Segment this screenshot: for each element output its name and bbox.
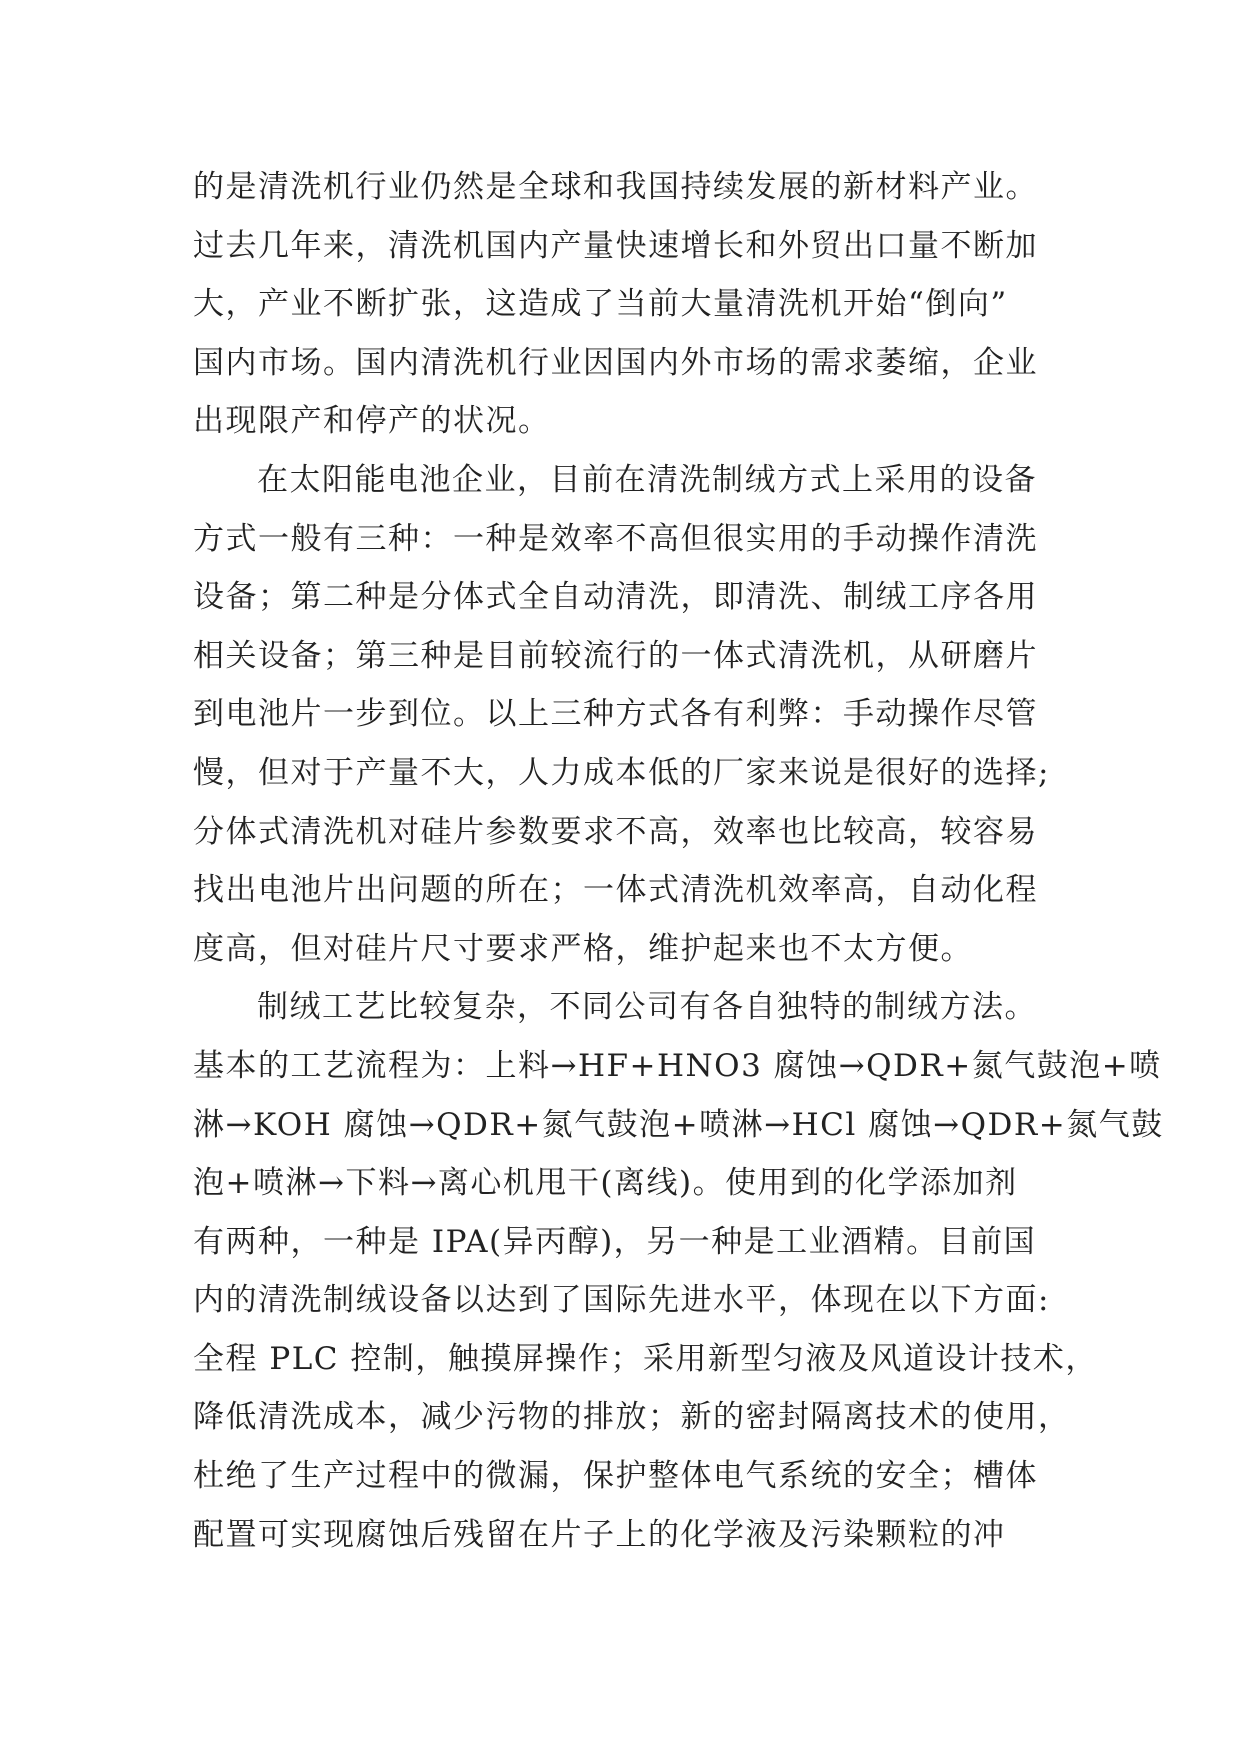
text-line: 方式一般有三种：一种是效率不高但很实用的手动操作清洗 xyxy=(193,520,1038,557)
text-line: 杜绝了生产过程中的微漏，保护整体电气系统的安全；槽体 xyxy=(193,1458,1038,1495)
text-line: 慢，但对于产量不大，人力成本低的厂家来说是很好的选择; xyxy=(193,754,1050,791)
paragraph-first-line: 制绒工艺比较复杂，不同公司有各自独特的制绒方法。 xyxy=(257,989,1037,1026)
body-text xyxy=(193,158,1164,1564)
text-line: 出现限产和停产的状况。 xyxy=(193,403,551,440)
text-line: 全程 PLC 控制，触摸屏操作；采用新型匀液及风道设计技术， xyxy=(193,1340,1098,1377)
text-line: 降低清洗成本，减少污物的排放；新的密封隔离技术的使用， xyxy=(193,1399,1071,1436)
text-line: 配置可实现腐蚀后残留在片子上的化学液及污染颗粒的冲 xyxy=(193,1516,1006,1553)
text-line: 找出电池片出问题的所在；一体式清洗机效率高，自动化程 xyxy=(193,872,1038,909)
text-line: 分体式清洗机对硅片参数要求不高，效率也比较高，较容易 xyxy=(193,813,1038,850)
text-line: 淋→KOH 腐蚀→QDR+氮气鼓泡+喷淋→HCl 腐蚀→QDR+氮气鼓 xyxy=(193,1106,1164,1143)
text-line: 到电池片一步到位。以上三种方式各有利弊：手动操作尽管 xyxy=(193,696,1038,733)
text-line: 内的清洗制绒设备以达到了国际先进水平，体现在以下方面: xyxy=(193,1282,1050,1319)
text-line: 基本的工艺流程为：上料→HF+HNO3 腐蚀→QDR+氮气鼓泡+喷 xyxy=(193,1047,1162,1084)
text-line: 国内市场。国内清洗机行业因国内外市场的需求萎缩，企业 xyxy=(193,344,1038,381)
text-line: 过去几年来，清洗机国内产量快速增长和外贸出口量不断加 xyxy=(193,227,1038,264)
text-line: 有两种，一种是 IPA(异丙醇)，另一种是工业酒精。目前国 xyxy=(193,1223,1037,1260)
text-line: 的是清洗机行业仍然是全球和我国持续发展的新材料产业。 xyxy=(193,169,1038,205)
text-line: 相关设备；第三种是目前较流行的一体式清洗机，从研磨片 xyxy=(193,637,1038,674)
text-line: 泡+喷淋→下料→离心机甩干(离线)。使用到的化学添加剂 xyxy=(193,1165,1018,1202)
paragraph-first-line: 在太阳能电池企业，目前在清洗制绒方式上采用的设备 xyxy=(257,461,1037,498)
text-line: 度高，但对硅片尺寸要求严格，维护起来也不太方便。 xyxy=(193,930,973,967)
text-line: 大，产业不断扩张，这造成了当前大量清洗机开始“倒向” xyxy=(193,286,1008,323)
text-line: 设备；第二种是分体式全自动清洗，即清洗、制绒工序各用 xyxy=(193,579,1038,616)
